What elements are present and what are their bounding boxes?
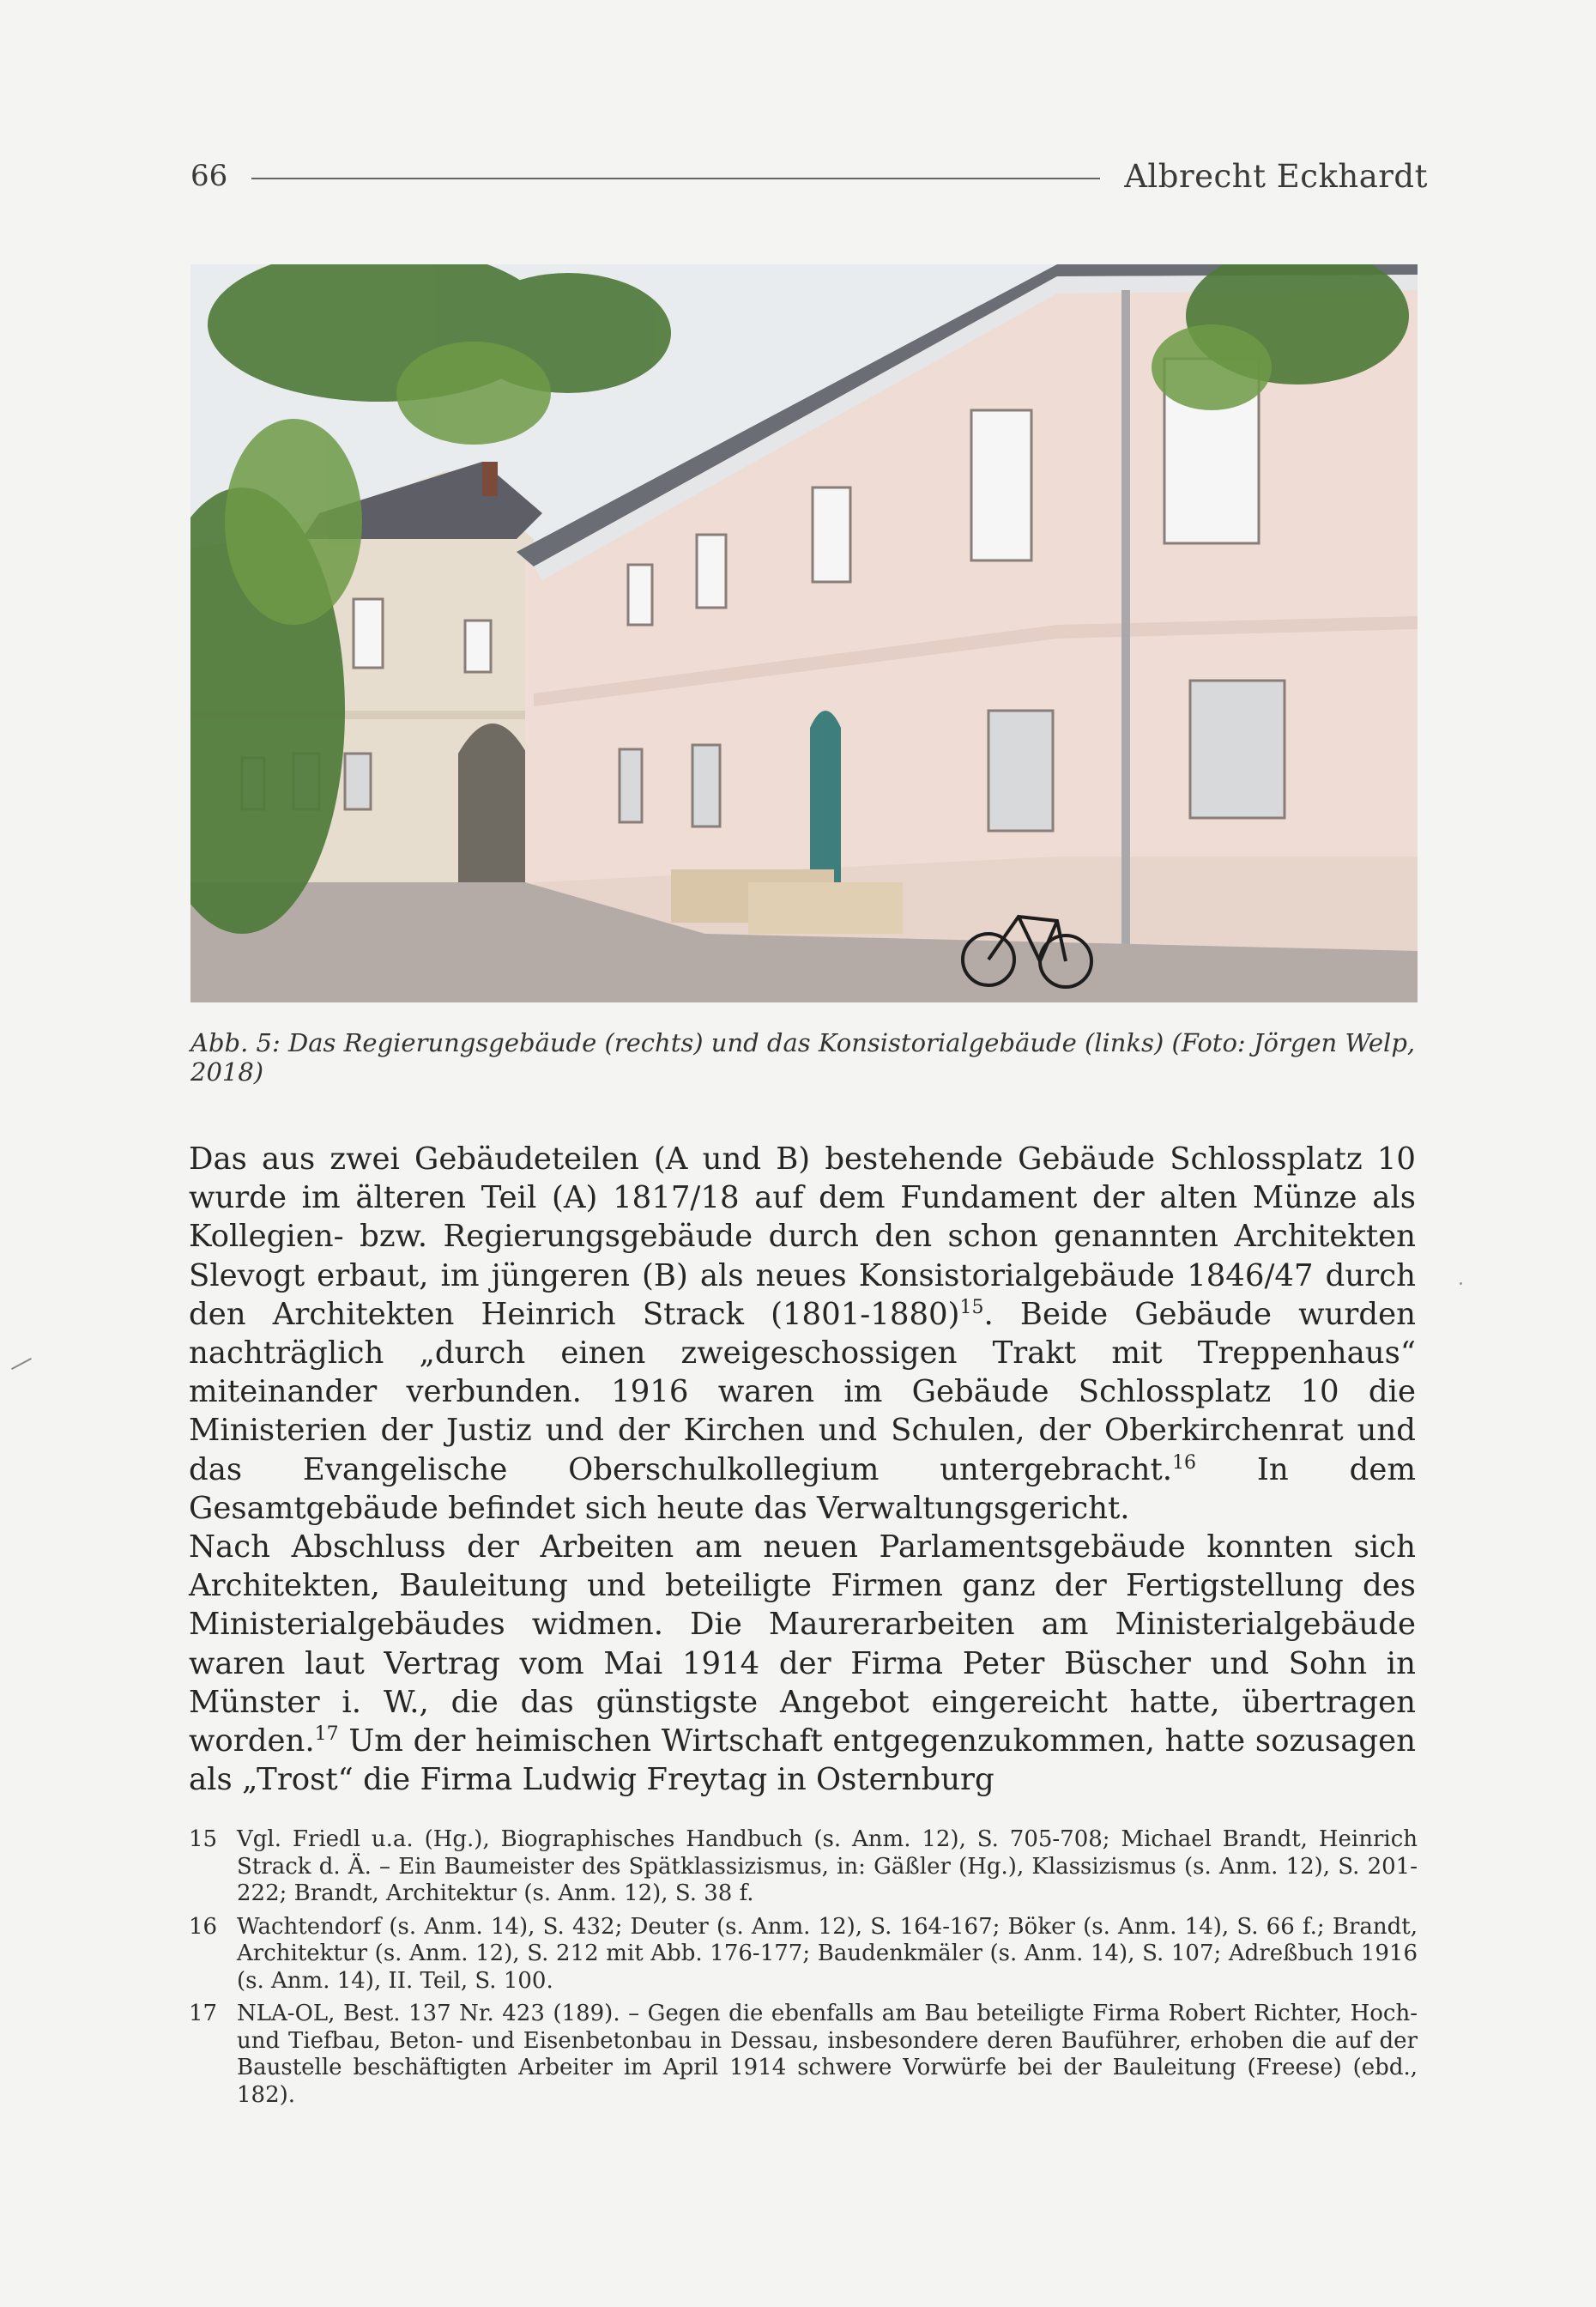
footnotes [189, 1826, 1418, 2115]
paragraph-1-part-3: In dem Gesamtgebäude befindet sich heute das Verwaltungsgericht. [189, 1451, 1416, 1526]
figure-caption: Abb. 5: Das Regierungsgebäude (rechts) und das Konsistorialgebäude (links) (Foto: Jörgen Welp, 2018) [190, 1028, 1416, 1087]
footnote-17 [189, 2001, 1418, 2109]
running-head [190, 153, 1428, 199]
paragraph-1-part-1: Das aus zwei Gebäudeteilen (A und B) bestehende Gebäude Schlossplatz 10 wurde im älteren Teil (A) 1817/18 auf dem Fundament der alten Münze als Kollegien- bzw. Regierungsgebäude durch den schon genannten Architekten Slevogt erbaut, im jüngeren (B) als neues Konsistorialgebäude 1846/47 durch den Architekten Heinrich Strack (1801-1880) [189, 1141, 1416, 1332]
paragraph-1-part-2: . Beide Gebäude wurden nachträglich „durch einen zweigeschossigen Trakt mit Treppenhaus“ miteinander verbunden. 1916 waren im Gebäude Schlossplatz 10 die Ministerien der Justiz und der Kirchen und Schulen, der Oberkirchenrat und das Evangelische Oberschulkollegium untergebracht. [189, 1296, 1416, 1487]
footnote-number: 17 [189, 2001, 218, 2026]
footnote-number: 16 [189, 1913, 218, 1940]
footnote-ref-17: 17 [314, 1723, 339, 1746]
paragraph-2 [189, 1528, 1416, 1799]
paragraph-2-part-1: Nach Abschluss der Arbeiten am neuen Parlamentsgebäude konnten sich Architekten, Bauleitung und beteiligte Firmen ganz der Fertigstellung des Ministerialgebäudes widmen. Die Maurerarbeiten am Ministerialgebäude waren laut Vertrag vom Mai 1914 der Firma Peter Büscher und Sohn in Münster i. W., die das günstigste Angebot eingereicht hatte, übertragen worden. [189, 1529, 1416, 1759]
footnote-15 [189, 1826, 1418, 1908]
photo-illustration [190, 264, 1418, 1002]
paragraph-1 [189, 1140, 1416, 1528]
footnote-text: Vgl. Friedl u.a. (Hg.), Biographisches Handbuch (s. Anm. 12), S. 705-708; Michael Brandt, Heinrich Strack d. Ä. – Ein Baumeister des Spätklassizismus, in: Gäßler (Hg.), Klassizismus (s. Anm. 12), S. 201-222; Brandt, Architektur (s. Anm. 12), S. 38 f. [237, 1826, 1418, 1906]
footnote-text: NLA-OL, Best. 137 Nr. 423 (189). – Gegen die ebenfalls am Bau beteiligte Firma Robert Richter, Hoch- und Tiefbau, Beton- und Eisenbetonbau in Dessau, insbesondere deren Bauführer, erhoben die auf der Baustelle beschäftigten Arbeiter im April 1914 schwere Vorwürfe bei der Bauleitung (Freese) (ebd., 182). [237, 2001, 1418, 2108]
building-photo [190, 264, 1418, 1002]
footnote-ref-15: 15 [959, 1296, 984, 1318]
main-text [189, 1140, 1416, 1799]
running-head-author: Albrecht Eckhardt [1124, 157, 1428, 195]
paragraph-2-part-2: Um der heimischen Wirtschaft entgegenzukommen, hatte sozusagen als „Trost“ die Firma Ludwig Freytag in Osternburg [189, 1723, 1416, 1798]
footnote-text: Wachtendorf (s. Anm. 14), S. 432; Deuter (s. Anm. 12), S. 164-167; Böker (s. Anm. 14), S. 66 f.; Brandt, Architektur (s. Anm. 12), S. 212 mit Abb. 176-177; Baudenkmäler (s. Anm. 14), S. 107; Adreßbuch 1916 (s. Anm. 14), II. Teil, S. 100. [237, 1913, 1418, 1994]
footnote-16 [189, 1914, 1418, 1995]
footnote-ref-16: 16 [1172, 1451, 1197, 1474]
margin-dot [1460, 1282, 1462, 1285]
page-number: 66 [190, 159, 228, 193]
header-rule [251, 178, 1100, 179]
footnote-number: 15 [189, 1826, 218, 1852]
margin-pencil-mark [11, 1358, 32, 1370]
